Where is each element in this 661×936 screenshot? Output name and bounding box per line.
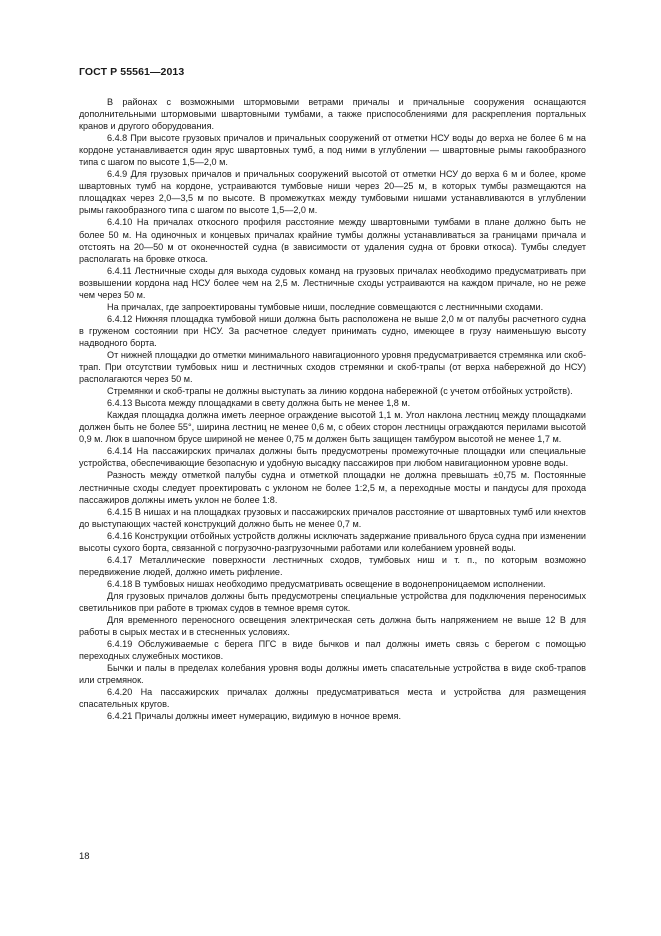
document-header: ГОСТ Р 55561—2013	[79, 66, 185, 78]
paragraph: В районах с возможными штормовыми ветрами причалы и причальные сооружения оснащаются дополнительными штормовыми швартовными тумбами, а также приспособлениями для раскрепления портальных кранов и другого оборудования.	[79, 97, 586, 132]
paragraph: 6.4.13 Высота между площадками в свету должна быть не менее 1,8 м.	[107, 398, 411, 409]
page-number: 18	[79, 851, 90, 862]
paragraph: От нижней площадки до отметки минимального навигационного уровня предусматривается стремянка или скоб-трап. При отсутствии тумбовых ниш и лестничных сходов стремянки и скоб-трапы (от верха набережной до НСУ) располагаются через 50 м.	[79, 349, 586, 385]
paragraph: Стремянки и скоб-трапы не должны выступать за линию кордона набережной (с учетом отбойных устройств).	[107, 386, 573, 397]
paragraph: Разность между отметкой палубы судна и отметкой площадки не должна превышать ±0,75 м. Постоянные лестничные сходы следует проектировать с уклоном не более 1:2,5 м, а переходные мосты и пандусы для прохода пассажиров должны иметь уклон не более 1:8.	[79, 470, 586, 505]
paragraph: Каждая площадка должна иметь леерное ограждение высотой 1,1 м. Угол наклона лестниц между площадками должен быть не более 55°, ширина лестниц не менее 0,6 м, с обеих сторон лестницы ограждаются перилами высотой 0,9 м. Люк в шапочном брусе шириной не менее 0,75 м должен быть защищен тамбуром высотой не менее 1,7 м.	[79, 410, 586, 445]
paragraph: Для грузовых причалов должны быть предусмотрены специальные устройства для подключения переносимых светильников при работе в трюмах судов в темное время суток.	[79, 590, 586, 613]
paragraph: 6.4.18 В тумбовых нишах необходимо предусматривать освещение в водонепроницаемом исполнении.	[107, 578, 546, 589]
paragraph: Для временного переносного освещения электрическая сеть должна быть напряжением не выше 12 В для работы в сырых местах и в стесненных условиях.	[79, 615, 586, 638]
paragraph: 6.4.14 На пассажирских причалах должны быть предусмотрены промежуточные площадки или специальные устройства, обеспечивающие безопасную и удобную высадку пассажиров при любом навигационном уровне воды.	[79, 446, 586, 469]
paragraph: 6.4.10 На причалах откосного профиля расстояние между швартовными тумбами в плане должно быть не более 50 м. На одиночных и концевых причалах крайние тумбы должны устанавливаться за границами причала и отстоять на 20—50 м от оконечностей судна (в зависимости от удаления судна от бровки откоса). Тумбы следует располагать на бровке откоса.	[79, 217, 586, 264]
paragraph: 6.4.17 Металлические поверхности лестничных сходов, тумбовых ниш и т. п., по которым возможно передвижение людей, должно иметь рифление.	[79, 554, 586, 577]
paragraph: 6.4.19 Обслуживаемые с берега ПГС в виде бычков и пал должны иметь связь с берегом с помощью переходных служебных мостиков.	[79, 639, 586, 662]
paragraph: Бычки и палы в пределах колебания уровня воды должны иметь спасательные устройства в виде скоб-трапов или стремянок.	[79, 663, 586, 686]
paragraph: На причалах, где запроектированы тумбовые ниши, последние совмещаются с лестничными сходами.	[107, 301, 544, 312]
paragraph: 6.4.11 Лестничные сходы для выхода судовых команд на грузовых причалах необходимо предусматривать при возвышении кордона над НСУ более чем на 2,5 м. Лестничные сходы устраиваются на каждом причале, но не реже чем через 50 м.	[79, 265, 586, 300]
paragraph: 6.4.8 При высоте грузовых причалов и причальных сооружений от отметки НСУ воды до верха не более 6 м на кордоне устанавливается один ярус швартовных тумб, а под ними в углублении — швартовные рымы гакообразного типа с шагом по высоте 1,5—2,0 м.	[79, 133, 586, 168]
paragraph: 6.4.15 В нишах и на площадках грузовых и пассажирских причалов расстояние от швартовных тумб или кнехтов до выступающих частей конструкций должно быть не менее 0,7 м.	[79, 506, 586, 529]
paragraph: 6.4.16 Конструкции отбойных устройств должны исключать задержание привального бруса судна при изменении высоты сухого борта, связанной с погрузочно-разгрузочными работами или колебанием уровней воды.	[79, 530, 586, 553]
paragraph: 6.4.21 Причалы должны имеет нумерацию, видимую в ночное время.	[107, 711, 402, 722]
document-body	[79, 96, 586, 722]
paragraph: 6.4.12 Нижняя площадка тумбовой ниши должна быть расположена не выше 2,0 м от палубы расчетного судна в груженом состоянии при НСУ. За расчетное следует принимать судно, имеющее в грузу наименьшую высоту надводного борта.	[79, 313, 586, 348]
paragraph: 6.4.9 Для грузовых причалов и причальных сооружений высотой от отметки НСУ до верха 6 м и более, кроме швартовных тумб на кордоне, устраиваются тумбовые ниши через 20—25 м, в которых тумбы размещаются на площадках через 2,0—3,5 м по высоте. В промежутках между тумбовыми нишами устанавливаются в углублении рымы гакообразного типа с шагом по высоте 1,5—2,0 м.	[79, 169, 586, 216]
paragraph: 6.4.20 На пассажирских причалах должны предусматриваться места и устройства для размещения спасательных кругов.	[79, 687, 586, 710]
